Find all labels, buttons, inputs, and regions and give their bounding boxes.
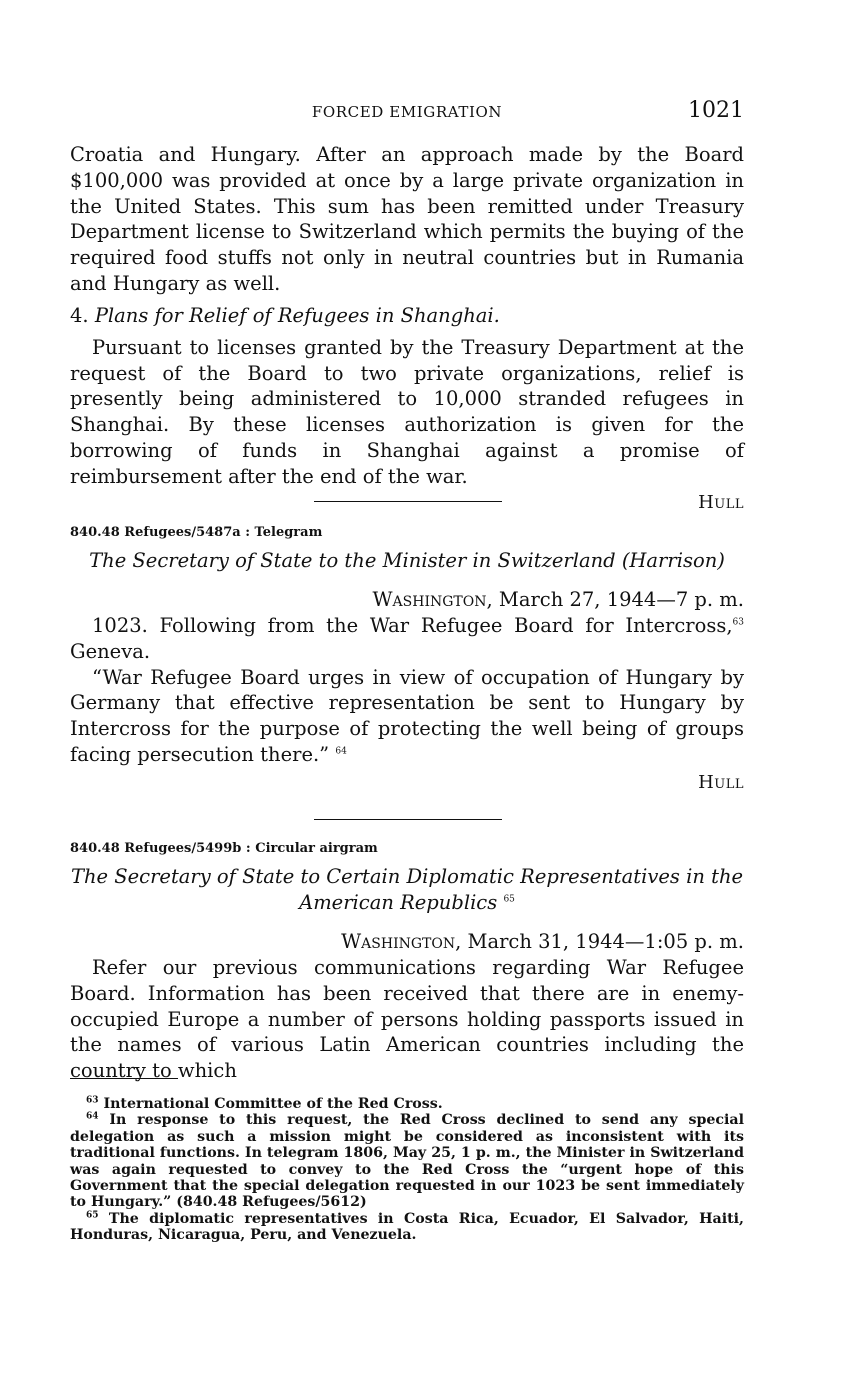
document-2	[70, 841, 744, 1084]
shanghai-paragraph: Pursuant to licenses granted by the Treasury Department at the request of the Board to two private organizations, relief is presently being administered to 10,000 stranded refugees in Shanghai. By these licenses authorization is given for the borrowing of funds in Shanghai against a promise of reimbursement after the end of the war.	[70, 335, 744, 488]
footnote-63	[70, 1096, 744, 1112]
page-number: 1021	[688, 98, 744, 123]
footnote-64	[70, 1112, 744, 1210]
footnote-ref-63: 63	[732, 617, 744, 628]
footnote-ref-65: 65	[503, 894, 515, 905]
document-title-2-line-1: The Secretary of State to Certain Diplomatic Representatives in the	[70, 865, 744, 888]
section-heading-text: Plans for Relief of Refugees in Shanghai.	[94, 303, 500, 327]
footnote-ref-64: 64	[335, 746, 347, 757]
signature-hull-2: Hull	[698, 771, 744, 793]
document-1	[70, 525, 744, 793]
dateline-2	[70, 930, 744, 953]
telegram-paragraph-1	[70, 613, 744, 665]
telegram-paragraph-2-text: “War Refugee Board urges in view of occupation of Hungary by Germany that effective representation be sent to Hungary by Intercross for the purpose of protecting the well being of groups facing persecution there.”	[70, 665, 744, 766]
section-heading	[70, 303, 744, 329]
dateline-date: , March 31, 1944—1:05 p. m.	[455, 930, 744, 953]
file-number-1: 840.48 Refugees/5487a : Telegram	[70, 525, 323, 540]
footnote-64-text: In response to this request, the Red Cross declined to send any special delegation as such a mission might be considered as inconsistent with its traditional functions. In telegram 1806, May 25, 1 p. m., the Minister in Switzerland was again requested to convey to the Red Cross the “urgent hope of this Government that the special delegation requested in our 1023 be sent immediately to Hungary.” (840.48 Refugees/5612)	[70, 1112, 745, 1211]
document-title-2	[70, 864, 744, 916]
dateline-place: Washington	[341, 930, 456, 953]
footnote-65-text: The diplomatic representatives in Costa Rica, Ecuador, El Salvador, Haiti, Honduras, Nicaragua, Peru, and Venezuela.	[70, 1210, 744, 1244]
document-title-2-line-2: American Republics	[299, 891, 498, 914]
footnote-separator	[70, 1078, 178, 1079]
footnote-65-marker: 65	[86, 1210, 99, 1221]
file-number-2: 840.48 Refugees/5499b : Circular airgram	[70, 841, 378, 856]
footnote-65	[70, 1211, 744, 1244]
signature-hull-1: Hull	[698, 491, 744, 513]
dateline-date: , March 27, 1944—7 p. m.	[486, 588, 744, 611]
footnote-63-text: International Committee of the Red Cross.	[103, 1096, 443, 1112]
continued-paragraph: Croatia and Hungary. After an approach made by the Board $100,000 was provided at once by a large private organization in the United States. This sum has been remitted under Treasury Department license to Switzerland which permits the buying of the required food stuffs not only in neutral countries but in Rumania and Hungary as well.	[70, 143, 744, 295]
section-divider-1	[314, 501, 502, 502]
dateline-1	[70, 588, 744, 611]
section-heading-number: 4.	[70, 303, 89, 327]
telegram-paragraph-2	[70, 665, 744, 768]
telegram-paragraph-1-end: Geneva.	[70, 639, 151, 663]
footnote-64-marker: 64	[86, 1111, 99, 1122]
footnotes	[70, 1096, 744, 1244]
section-divider-2	[314, 819, 502, 820]
document-title-1: The Secretary of State to the Minister in Switzerland (Harrison)	[89, 549, 725, 572]
footnote-63-marker: 63	[86, 1095, 99, 1106]
page-header	[70, 98, 744, 128]
dateline-place: Washington	[372, 588, 487, 611]
running-title: FORCED EMIGRATION	[311, 103, 503, 121]
airgram-paragraph-1: Refer our previous communications regarding War Refugee Board. Information has been received that there are in enemy-occupied Europe a number of persons holding passports issued in the names of various Latin American countries including the country to which	[70, 956, 744, 1083]
telegram-paragraph-1-text: 1023. Following from the War Refugee Board for Intercross,	[92, 614, 733, 637]
section-top	[70, 142, 744, 513]
